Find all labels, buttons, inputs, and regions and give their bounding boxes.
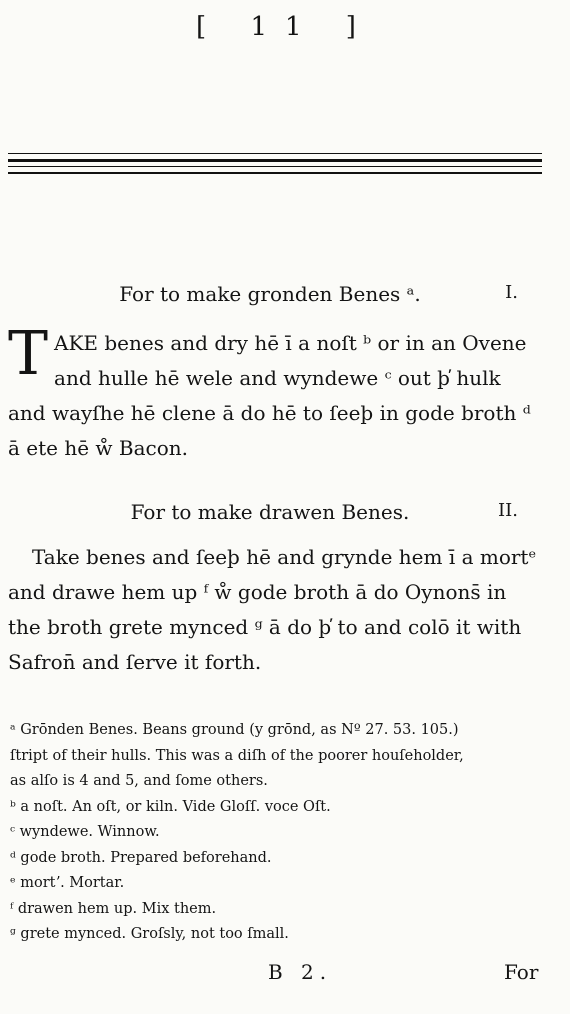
drop-cap: T — [8, 319, 49, 389]
footnote-line: ᵃ Grōnden Benes. Beans ground (y grōnd, as Nº 27. 53. 105.) — [10, 722, 459, 738]
catchword: For — [504, 960, 539, 984]
footnote-line: ᵈ gode broth. Prepared beforehand. — [10, 849, 272, 866]
recipe-2-number: II. — [498, 500, 518, 521]
footnote-line: ᵇ a noſt. An oſt, or kiln. Vide Gloſſ. voce Oſt. — [10, 798, 331, 815]
header-rule — [8, 159, 542, 162]
recipe-1-body — [8, 319, 540, 466]
recipe-1-line: ā ete hē ẘ Bacon. — [8, 436, 188, 460]
recipe-1-line: and hulle hē wele and wyndewe ᶜ out þ̕ hulk — [54, 366, 501, 390]
footnote-line: ᶜ wyndewe. Winnow. — [10, 824, 160, 840]
footnote-line: ᵉ mortʼ. Mortar. — [10, 875, 125, 891]
recipe-1-line: and wayſhe hē clene ā do hē to ſeeþ in gode broth ᵈ — [8, 401, 531, 425]
header-rule — [8, 166, 542, 167]
footnote-line: ᶠ drawen hem up. Mix them. — [10, 900, 217, 917]
recipe-2-line: Take benes and ſeeþ hē and grynde hem ī a mortᵉ — [32, 545, 537, 569]
page-number: [ 11 ] — [196, 12, 374, 42]
footnote-line: ſtript of their hulls. This was a diſh of the poorer houſeholder, — [10, 747, 464, 764]
header-rule — [8, 172, 542, 174]
footnote-line: as alſo is 4 and 5, and ſome others. — [10, 773, 268, 789]
recipe-2-heading — [0, 500, 540, 524]
recipe-1-number: I. — [505, 282, 518, 303]
recipe-2-body — [8, 540, 540, 680]
recipe-2-line: the broth grete mynced ᵍ ā do þ̕ to and colō it with — [8, 615, 522, 639]
recipe-1-title: For to make gronden Benes ᵃ. — [119, 282, 421, 306]
footnotes — [10, 718, 540, 948]
recipe-1-line: AKE benes and dry hē ī a noſt ᵇ or in an Ovene — [54, 331, 527, 355]
footnote-line: ᵍ grete mynced. Groſsly, not too ſmall. — [10, 926, 289, 942]
recipe-1-heading — [0, 282, 540, 306]
recipe-2-line: and drawe hem up ᶠ ẘ gode broth ā do Oynons̄ in — [8, 580, 507, 604]
header-rule — [8, 153, 542, 154]
signature-mark: B 2. — [268, 960, 333, 984]
recipe-2-line: Safron̄ and ſerve it forth. — [8, 650, 262, 674]
recipe-2-title: For to make drawen Benes. — [130, 500, 410, 524]
